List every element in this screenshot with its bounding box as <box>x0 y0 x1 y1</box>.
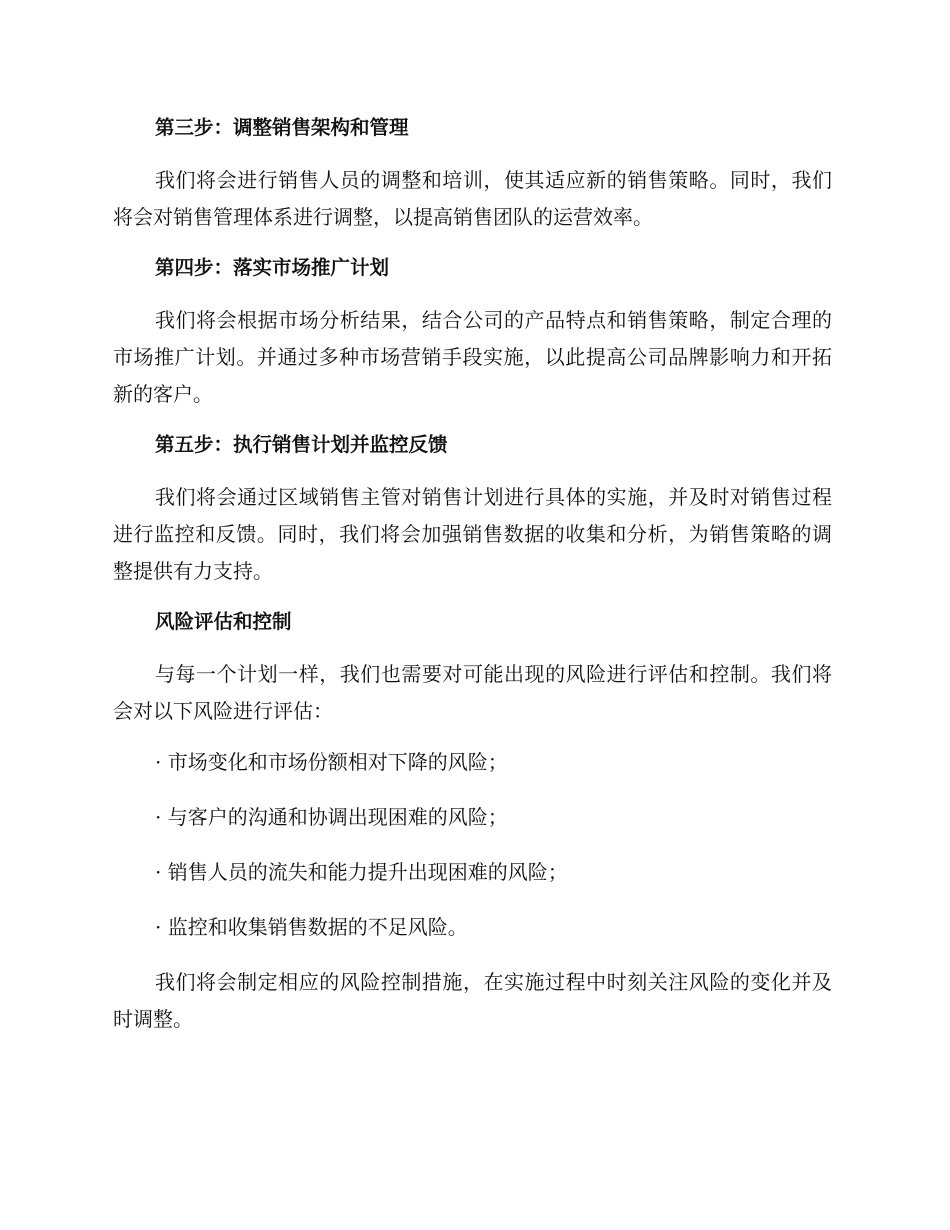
risk-bullet-item: · 监控和收集销售数据的不足风险。 <box>155 915 468 939</box>
risk-conclusion-paragraph: 我们将会制定相应的风险控制措施，在实施过程中时刻关注风险的变化并及时调整。 <box>113 970 832 1031</box>
risk-bullet-item: · 销售人员的流失和能力提升出现困难的风险； <box>155 860 568 884</box>
risk-bullet-item: · 与客户的沟通和协调出现困难的风险； <box>155 805 508 829</box>
section-paragraph-step4: 我们将会根据市场分析结果，结合公司的产品特点和销售策略，制定合理的市场推广计划。并通过多种市场营销手段实施，以此提高公司品牌影响力和开拓新的客户。 <box>113 308 832 406</box>
risk-bullet-item: · 市场变化和市场份额相对下降的风险； <box>155 750 508 774</box>
risk-intro-paragraph: 与每一个计划一样，我们也需要对可能出现的风险进行评估和控制。我们将会对以下风险进行评估： <box>113 662 832 723</box>
section-heading-step4: 第四步：落实市场推广计划 <box>155 256 390 279</box>
section-heading-step5: 第五步：执行销售计划并监控反馈 <box>155 433 448 456</box>
section-paragraph-step5: 我们将会通过区域销售主管对销售计划进行具体的实施，并及时对销售过程进行监控和反馈。同时，我们将会加强销售数据的收集和分析，为销售策略的调整提供有力支持。 <box>113 485 832 583</box>
section-paragraph-step3: 我们将会进行销售人员的调整和培训，使其适应新的销售策略。同时，我们将会对销售管理体系进行调整，以提高销售团队的运营效率。 <box>113 168 832 229</box>
risk-heading: 风险评估和控制 <box>155 610 292 633</box>
section-heading-step3: 第三步：调整销售架构和管理 <box>155 116 409 139</box>
